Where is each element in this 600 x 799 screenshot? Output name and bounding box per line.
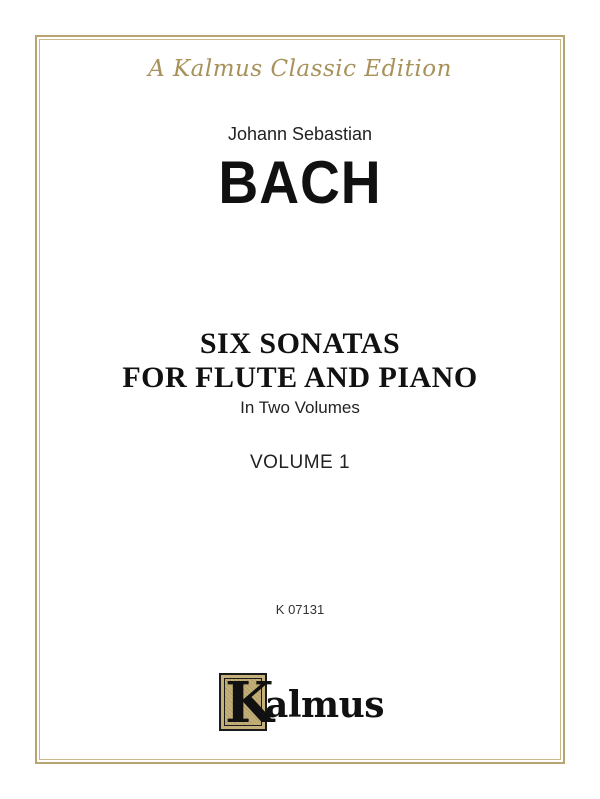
series-imprint: A Kalmus Classic Edition: [148, 56, 452, 82]
title-line-1: SIX SONATAS: [199, 327, 401, 360]
publisher-logo: [219, 670, 385, 736]
volume-label: VOLUME 1: [249, 452, 351, 473]
composer-last-name: BACH: [218, 149, 382, 216]
logo-initial-k: K: [225, 670, 274, 736]
composer-first-name: Johann Sebastian: [227, 124, 373, 144]
subtitle: In Two Volumes: [240, 398, 360, 417]
catalog-number: K 07131: [275, 602, 325, 617]
logo-initial-box: [219, 670, 274, 736]
logo-wordmark: almus: [265, 684, 385, 726]
title-line-2: FOR FLUTE AND PIANO: [122, 361, 478, 394]
